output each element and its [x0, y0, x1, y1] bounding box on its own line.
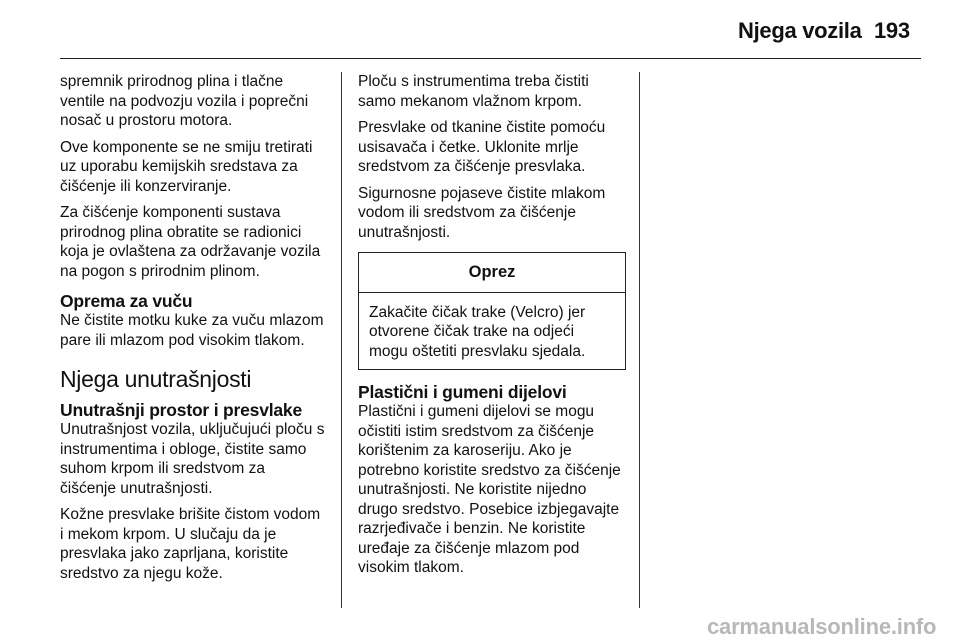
section-heading-upholstery: Unutrašnji prostor i presvlake [60, 400, 302, 420]
caution-title: Oprez [359, 253, 625, 293]
page-number: 193 [874, 18, 910, 43]
paragraph: Ploču s instrumentima treba čistiti samo mekanom vlažnom krpom. [358, 73, 589, 110]
paragraph: Ove komponente se ne smiju tretirati uz uporabu kemijskih sredstava za čišćenje ili konzerviranje. [60, 138, 313, 195]
paragraph: Kožne presvlake brišite čistom vodom i mekom krpom. U slučaju da je presvlaka jako zaprljana, koristite sredstvo za njegu kože. [60, 506, 321, 582]
paragraph: Ne čistite motku kuke za vuču mlazom pare ili mlazom pod visokim tlakom. [60, 312, 324, 349]
column-divider [341, 72, 342, 608]
paragraph: Presvlake od tkanine čistite pomoću usisavača i četke. Uklonite mrlje sredstvom za čišćenje presvlaka. [358, 119, 606, 175]
middle-column [358, 72, 626, 585]
page-header [0, 0, 960, 60]
paragraph: spremnik prirodnog plina i tlačne ventile na podvozju vozila i poprečni nosač u prostoru motora. [60, 73, 309, 129]
column-divider [639, 72, 640, 608]
watermark: carmanualsonline.info [707, 614, 937, 639]
caution-box [358, 252, 626, 370]
section-title-interior: Njega unutrašnjosti [60, 366, 252, 392]
paragraph: Plastični i gumeni dijelovi se mogu očistiti istim sredstvom za čišćenje korištenim za karoseriju. Ako je potrebno koristite sredstvo za čišćenje unutrašnjosti. Ne koristite nijedno drugo sredstvo. Posebice izbjegavajte razrjeđivače i benzin. Ne koristite uređaje za čišćenje mlazom pod visokim tlakom. [358, 403, 621, 576]
header-divider [60, 58, 921, 59]
paragraph: Za čišćenje komponenti sustava prirodnog plina obratite se radionici koja je ovlaštena za održavanje vozila na pogon s prirodnim plinom. [60, 204, 321, 280]
chapter-title: Njega vozila [738, 18, 862, 43]
section-heading-towing: Oprema za vuču [60, 291, 193, 311]
paragraph: Unutrašnjost vozila, uključujući ploču s instrumentima i obloge, čistite samo suhom krpom ili sredstvom za čišćenje unutrašnjosti. [60, 421, 325, 497]
left-column [60, 72, 325, 590]
paragraph: Sigurnosne pojaseve čistite mlakom vodom ili sredstvom za čišćenje unutrašnjosti. [358, 184, 606, 241]
section-heading-plastic: Plastični i gumeni dijelovi [358, 382, 567, 402]
caution-text: Zakačite čičak trake (Velcro) jer otvorene čičak trake na odjeći mogu oštetiti presvlaku sjedala. [369, 303, 586, 360]
